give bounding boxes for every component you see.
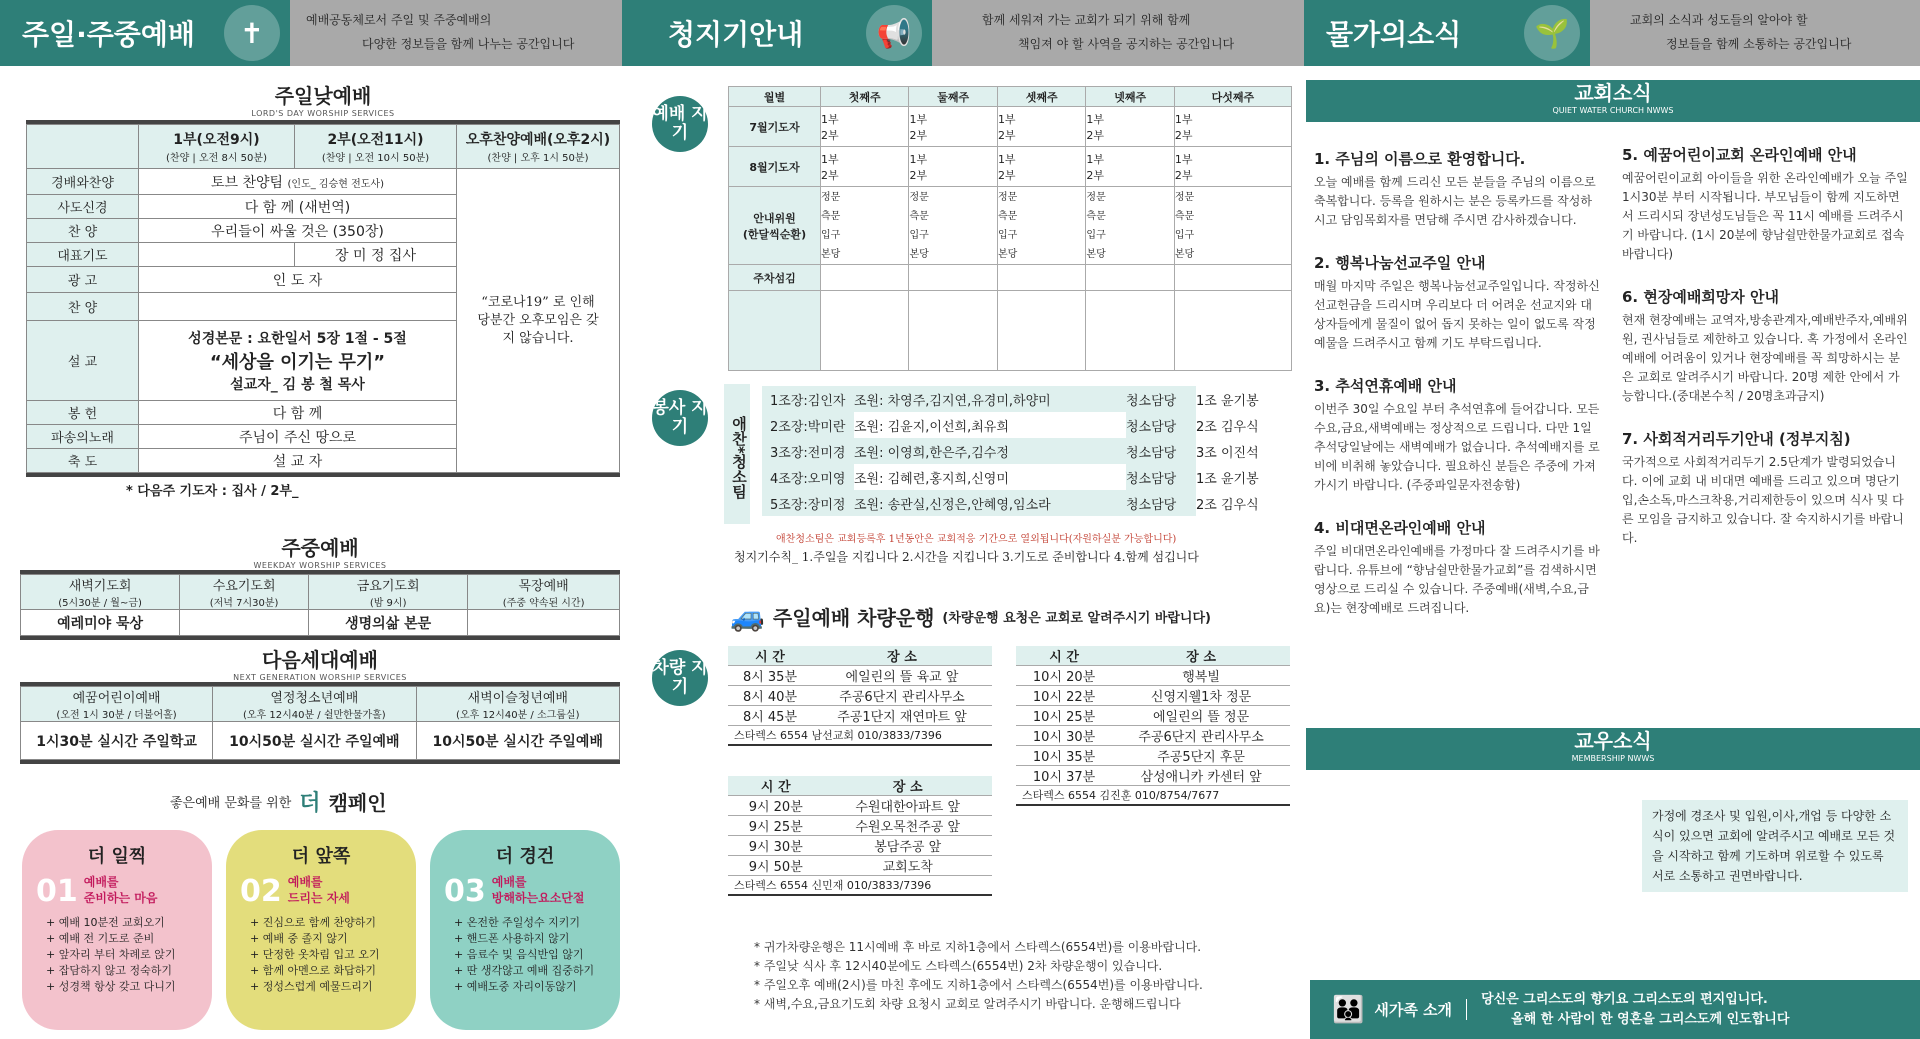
family-icon: 👪 — [1332, 994, 1365, 1025]
news-item-4: 4. 비대면온라인예배 안내 주일 비대면온라인예배를 가정마다 잘 드려주시기를 바랍니다. 유튜브에 “향남쉴만한물가교회”를 검색하시면 영상으로 드리실 수 있습니다. 주중예배(새벽,수요,금요)는 현장예배로 드려집니다. — [1314, 519, 1600, 615]
route-table-2: 시 간 장 소 9시 20분 수원대한아파트 앞 9시 25분 수원오목천주공 앞 9시 30분 봉담주공 앞 9시 50분 교회도착 스타렉스 6554 신민재 010/3833/7396 — [728, 776, 992, 896]
news-item-7: 7. 사회적거리두기안내 (정부지침) 국가적으로 사회적거리두기 2.5단계가 발령되었습니다. 이에 교회 내 비대면 예배를 드리고 있으며 명단기입,손소독,마스크착용,거리제한등이 있으며 식사 및 다른 모임을 금지하고 있습니다. 잘 숙지하시기를 바랍니다. — [1622, 430, 1904, 545]
news-item-1: 1. 주님의 이름으로 환영합니다. 오늘 예배를 함께 드리신 모든 분들을 주님의 이름으로 축복합니다. 등록을 원하시는 분은 등록카드를 작성하시고 담임목회자를 면담해 주시면 감사하겠습니다. — [1314, 150, 1596, 227]
lords-day-table: 1부(오전9시) (찬양 | 오전 8시 50분) 2부(오전11시) (찬양 | 오전 10시 50분) 오후찬양예배(오후2시) (찬양 | 오후 1시 50분) 경배와찬양 토브 찬양팀 (인도_ 김승현 전도사) “코로나19” 로 인해 당분간 오후모임은 갖지 않습니다. 사도신경 다 함 께 (새번역) 찬 양 우리들이 싸울 것은 (350장) 대표기도 장 미 정 집사 광 고 인 도 자 찬 양 설 교 성경본문 : 요한일서 5장 1절 - 5절 “세상을 이기는 무기” 설교자_ 김 봉 철 목사 봉 헌 다 함 께 파송의노래 주님이 주신 땅으로 축 도 설 교 자 — [26, 124, 620, 473]
header-steward: 청지기안내 📢 — [622, 0, 932, 66]
news-col-right — [1622, 144, 1910, 548]
campaign-card-1: 더 일찍 01 예배를 준비하는 마음 + 예배 10분전 교회오기 + 예배 전 기도로 준비 + 앞자리 부터 차례로 앉기 + 잡담하지 않고 정숙하기 + 성경책 항상 갖고 다니기 — [22, 830, 212, 1030]
steward-grid: 월별 첫째주 둘째주 셋째주 넷째주 다섯째주 7월기도자 1부 2부 1부 2부 1부 2부 1부 2부 1부 2부 8월기도자 1부 2부 1부 2부 1부 2부 1부 2부 1부 2부 안내위원 (한달씩순환) 정문 측문 입구 본당 정문 측문 입구 본당 정문 측문 입구 본당 정문 측문 입구 본당 정문 측문 입구 본당 주차섬김 — [728, 86, 1292, 371]
news-item-3: 3. 추석연휴예배 안내 이번주 30일 수요일 부터 추석연휴에 들어갑니다. 모든 수요,금요,새벽예배는 정상적으로 드립니다. 다만 1일 추석당일날에는 새벽예배가 없습니다. 추석예배지를 로비에 비취해 놓았습니다. 필요하신 분들은 주중에 가져가시기 바랍니다. (주중파일문자전송함) — [1314, 377, 1600, 492]
nextgen-section: 다음세대예배 NEXT GENERATION WORSHIP SERVICES 예꿈어린이예배 (오전 1시 30분 / 더불어홀) 열정청소년예배 (오후 12시40분 / 쉴만한물가홀) 새벽이슬청년예배 (오후 12시40분 / 소그룹실) 1시30분 실시간 주일학교 10시50분 실시간 주일예배 10시50분 실시간 주일예배 — [20, 644, 620, 764]
service-steward-label: 봉사 지기 — [652, 390, 708, 446]
weekday-title: 주중예배 — [281, 536, 359, 560]
book-cross-icon: ✝ — [224, 5, 280, 61]
next-prayer: * 다음주 기도자 : 집사 / 2부_ — [126, 484, 299, 499]
hand-plant-icon: 🌱 — [1524, 5, 1580, 61]
worship-steward-label: 예배 지기 — [652, 96, 708, 152]
cleaning-team-label: 애찬*청소팀 — [724, 384, 750, 524]
weekday-section: 주중예배 WEEKDAY WORSHIP SERVICES 새벽기도회 (5시30분 / 월~금) 수요기도회 (저녁 7시30분) 금요기도회 (밤 9시) 목장예배 (주중 약속된 시간) 예레미야 묵상 생명의삶 본문 — [20, 532, 620, 640]
header-worship: 주일·주중예배 ✝ — [0, 0, 290, 66]
header-worship-desc: 예배공동체로서 주일 및 주중예배의 다양한 정보들을 함께 나누는 공간입니다 — [290, 0, 622, 66]
header-steward-desc: 함께 세워져 가는 교회가 되기 위해 함께 책임져 야 할 사역을 공지하는 공간입니다 — [932, 0, 1304, 66]
lords-day-section — [26, 80, 620, 499]
teams-table: 1조장:김인자 조원: 차영주,김지연,유경미,하양미 청소담당 1조 윤기봉 2조장:박미란 조원: 김윤지,이선희,최유희 청소담당 2조 김우식 3조장:전미경 조원: 이영희,한은주,김수정 청소담당 3조 이진석 4조장:오미영 조원: 김혜련,홍지희,신영미 청소담당 1조 윤기봉 5조장:장미정 조원: 송관실,신정은,안혜영,임소라 청소담당 2조 김우식 — [762, 386, 1286, 516]
campaign-title: 좋은예배 문화를 위한 더 캠페인 — [170, 786, 470, 817]
vehicle-steward-label: 차량 지기 — [652, 650, 708, 706]
campaign-card-3: 더 경건 03 예배를 방해하는요소단절 + 온전한 주일성수 지키기 + 핸드폰 사용하지 않기 + 음료수 및 음식반입 않기 + 딴 생각않고 예배 집중하기 + 예배도중 자리이동않기 — [430, 830, 620, 1030]
route-table-3: 시 간 장 소 10시 20분 행복빌 10시 22분 신영지웰1차 정문 10시 25분 에일린의 뜰 정문 10시 30분 주공6단지 관리사무소 10시 35분 주공5단지 후문 10시 37분 삼성애니카 카센터 앞 스타렉스 6554 김진훈 010/8754/7677 — [1016, 646, 1290, 806]
route-table-1: 시 간 장 소 8시 35분 에일린의 뜰 육교 앞 8시 40분 주공6단지 관리사무소 8시 45분 주공1단지 재연마트 앞 스타렉스 6554 남선교회 010/3833/7396 — [728, 646, 992, 746]
steward-motto: 청지기수칙_ 1.주일을 지킵니다 2.시간을 지킵니다 3.기도로 준비합니다 4.함께 섬깁니다 — [734, 550, 1199, 564]
news-item-5: 5. 예꿈어린이교회 온라인예배 안내 예꿈어린이교회 아이들을 위한 온라인예배가 오늘 주일 1시30분 부터 시작됩니다. 부모님들이 함께 지도하면서 드리시되 장년성도님들은 꼭 11시 예배를 드려주시기 바랍니다. (1시 20분에 향남쉴만한물가교회로 접속바랍니다) — [1622, 146, 1908, 261]
news-col-left — [1314, 148, 1602, 618]
campaign-logo: 더 — [299, 791, 321, 816]
cleaning-note: 애찬청소팀은 교회등록후 1년동안은 교회적응 기간으로 열외됩니다(자원하실분 가능합니다) — [776, 534, 1177, 545]
car-icon: 🚙 — [730, 600, 765, 633]
campaign-card-2: 더 앞쪽 02 예배를 드리는 자세 + 진심으로 함께 찬양하기 + 예배 중 졸지 않기 + 단정한 옷차림 입고 오기 + 함께 아멘으로 화답하기 + 정성스럽게 예물드리기 — [226, 830, 416, 1030]
nextgen-title: 다음세대예배 — [262, 648, 378, 672]
lords-day-title: 주일낮예배 — [274, 84, 372, 108]
header-news: 물가의소식 🌱 — [1304, 0, 1590, 66]
lords-day-sub: LORD'S DAY WORSHIP SERVICES — [251, 109, 395, 118]
news-item-6: 6. 현장예배희망자 안내 현재 현장예배는 교역자,방송관계자,예배반주자,예배위원, 권사님들로 제한하고 있습니다. 혹 가정에서 온라인 예배에 어려움이 있거나 현장예배를 꼭 희망하시는 분은 교회로 알려주시기 바랍니다. 20명 제한 안에서 가능합니다.(중대본수칙 / 20명초과금지) — [1622, 288, 1908, 403]
news-item-2: 2. 행복나눔선교주일 안내 매월 마지막 주일은 행복나눔선교주일입니다. 작정하신 선교헌금을 드리시며 우리보다 더 어려운 선교지와 대상자들에게 물질이 없어 돕지 못하는 일이 없도록 작정예물을 드려주시고 함께 기도 부탁드립니다. — [1314, 254, 1600, 350]
vehicle-notes: * 귀가차량운행은 11시예배 후 바로 지하1층에서 스타렉스(6554번)를 이용바랍니다. * 주일낮 식사 후 12시40분에도 스타렉스(6554번) 2차 차량운행이 있습니다. * 주일오후 예배(2시)를 마친 후에도 지하1층에서 스타렉스(6554번)를 이용바랍니다. * 새벽,수요,금요기도회 차량 요청시 교회로 알려주시기 바랍니다. 운행해드립니다 — [754, 940, 1203, 1011]
member-news-banner: 교우소식 MEMBERSHIP NWWS — [1306, 728, 1920, 770]
megaphone-icon: 📢 — [866, 5, 922, 61]
vehicle-title-row: 🚙 주일예배 차량운행 (차량운행 요청은 교회로 알려주시기 바랍니다) — [730, 600, 1211, 633]
header-bar — [0, 0, 1920, 66]
church-news-banner: 교회소식 QUIET WATER CHURCH NWWS — [1306, 80, 1920, 122]
member-news-text: 가정에 경조사 및 입원,이사,개업 등 다양한 소식이 있으면 교회에 알려주시고 예배로 모든 것을 시작하고 함께 기도하며 위로할 수 있도록 서로 소통하고 권면바랍니다. — [1642, 800, 1908, 892]
covid-notice: “코로나19” 로 인해 당분간 오후모임은 갖지 않습니다. — [457, 169, 620, 473]
new-family-footer: 👪 새가족 소개 당신은 그리스도의 향기요 그리스도의 편지입니다. 올해 한 사람이 한 영혼을 그리스도께 인도합니다 — [1310, 980, 1920, 1039]
header-news-desc: 교회의 소식과 성도들의 알아야 할 정보들을 함께 소통하는 공간입니다 — [1590, 0, 1920, 66]
